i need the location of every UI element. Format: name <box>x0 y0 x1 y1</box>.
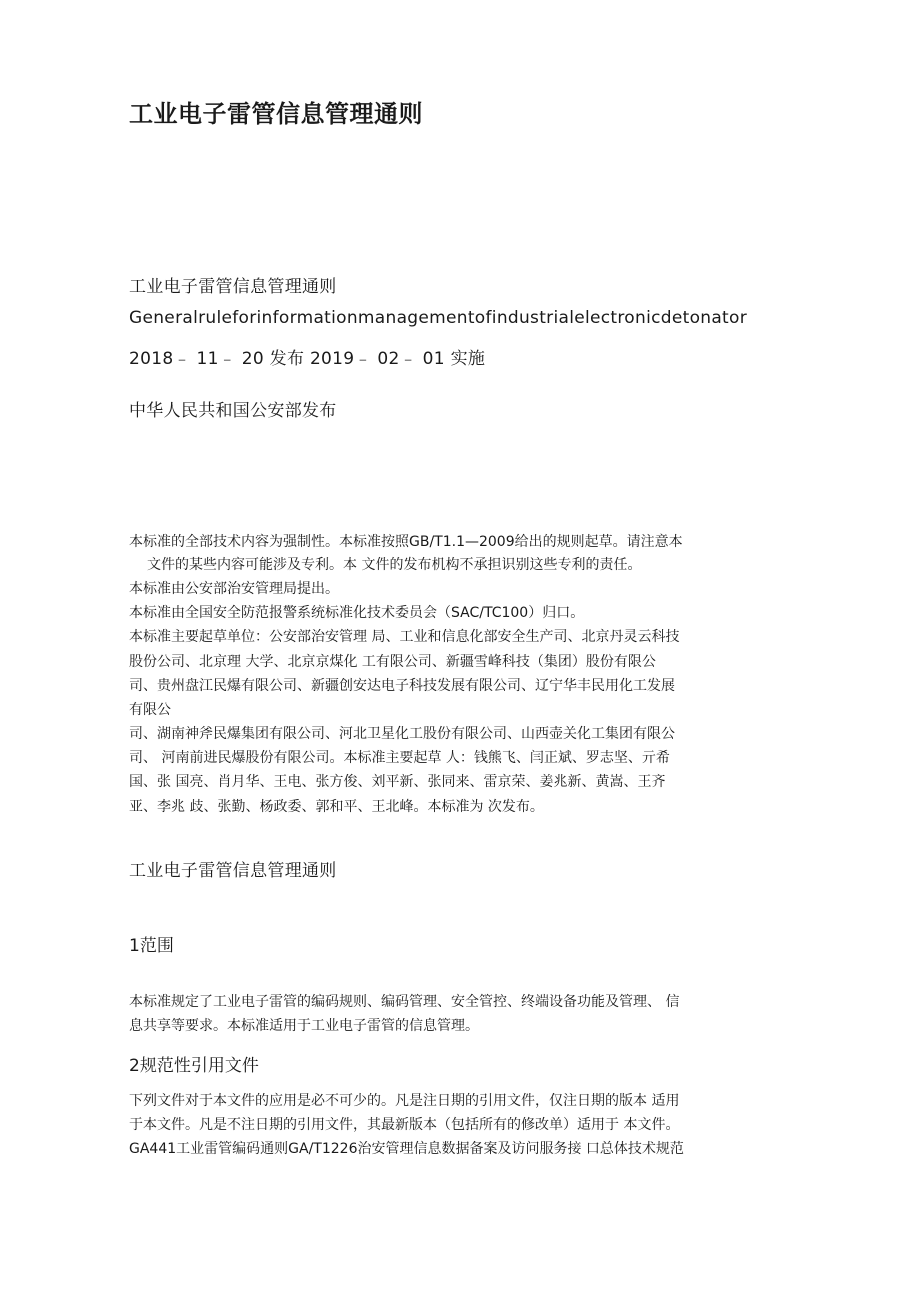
foreword-line: 有限公 <box>129 702 171 718</box>
foreword-line: 文件的某些内容可能涉及专利。本 文件的发布机构不承担识别这些专利的责任。 <box>147 557 642 573</box>
section-2-line: 下列文件对于本文件的应用是必不可少的。凡是注日期的引用文件，仅注日期的版本 适用 <box>129 1093 680 1109</box>
section-2-heading: 2规范性引用文件 <box>129 1056 259 1076</box>
document-title: 工业电子雷管信息管理通则 <box>129 100 423 128</box>
section-1-heading: 1范围 <box>129 936 174 956</box>
cover-title-en: Generalruleforinformationmanagementofindustrialelectronicdetonator <box>129 308 748 328</box>
foreword-line: 本标准的全部技术内容为强制性。本标准按照GB/T1.1—2009给出的规则起草。请注意本 <box>129 534 683 550</box>
foreword-line: 司、贵州盘江民爆有限公司、新疆创安达电子科技发展有限公司、辽宁华丰民用化工发展 <box>129 678 675 694</box>
section-2-line: 于本文件。凡是不注日期的引用文件，其最新版本（包括所有的修改单）适用于 本文件。 <box>129 1117 680 1133</box>
foreword-line: 亚、李兆 歧、张勤、杨政委、郭和平、王北峰。本标准为 次发布。 <box>129 799 544 815</box>
cover-title-cn: 工业电子雷管信息管理通则 <box>129 277 337 297</box>
foreword-line: 股份公司、北京理 大学、北京京煤化 工有限公司、新疆雪峰科技（集团）股份有限公 <box>129 654 656 670</box>
foreword-line: 本标准由公安部治安管理局提出。 <box>129 581 339 597</box>
foreword-line: 司、 河南前进民爆股份有限公司。本标准主要起草 人：钱熊飞、闫正斌、罗志坚、亓希 <box>129 750 670 766</box>
section-1-line: 息共享等要求。本标准适用于工业电子雷管的信息管理。 <box>129 1018 479 1034</box>
cover-dates: 2018﹣ 11﹣ 20 发布 2019﹣ 02﹣ 01 实施 <box>129 349 486 369</box>
foreword-line: 司、湖南神斧民爆集团有限公司、河北卫星化工股份有限公司、山西壶关化工集团有限公 <box>129 726 675 742</box>
foreword-line: 本标准由全国安全防范报警系统标准化技术委员会（SAC/TC100）归口。 <box>129 605 585 621</box>
section-2-line: GA441工业雷管编码通则GA/T1226治安管理信息数据备案及访问服务接 口总体技术规范 <box>129 1141 684 1157</box>
foreword-line: 本标准主要起草单位：公安部治安管理 局、工业和信息化部安全生产司、北京丹灵云科技 <box>129 629 680 645</box>
cover-issuer: 中华人民共和国公安部发布 <box>129 401 337 421</box>
section-1-line: 本标准规定了工业电子雷管的编码规则、编码管理、安全管控、终端设备功能及管理、 信 <box>129 994 680 1010</box>
body-title: 工业电子雷管信息管理通则 <box>129 861 337 881</box>
foreword-line: 国、张 国亮、肖月华、王电、张方俊、刘平新、张同来、雷京荣、姜兆新、黄嵩、王齐 <box>129 774 666 790</box>
